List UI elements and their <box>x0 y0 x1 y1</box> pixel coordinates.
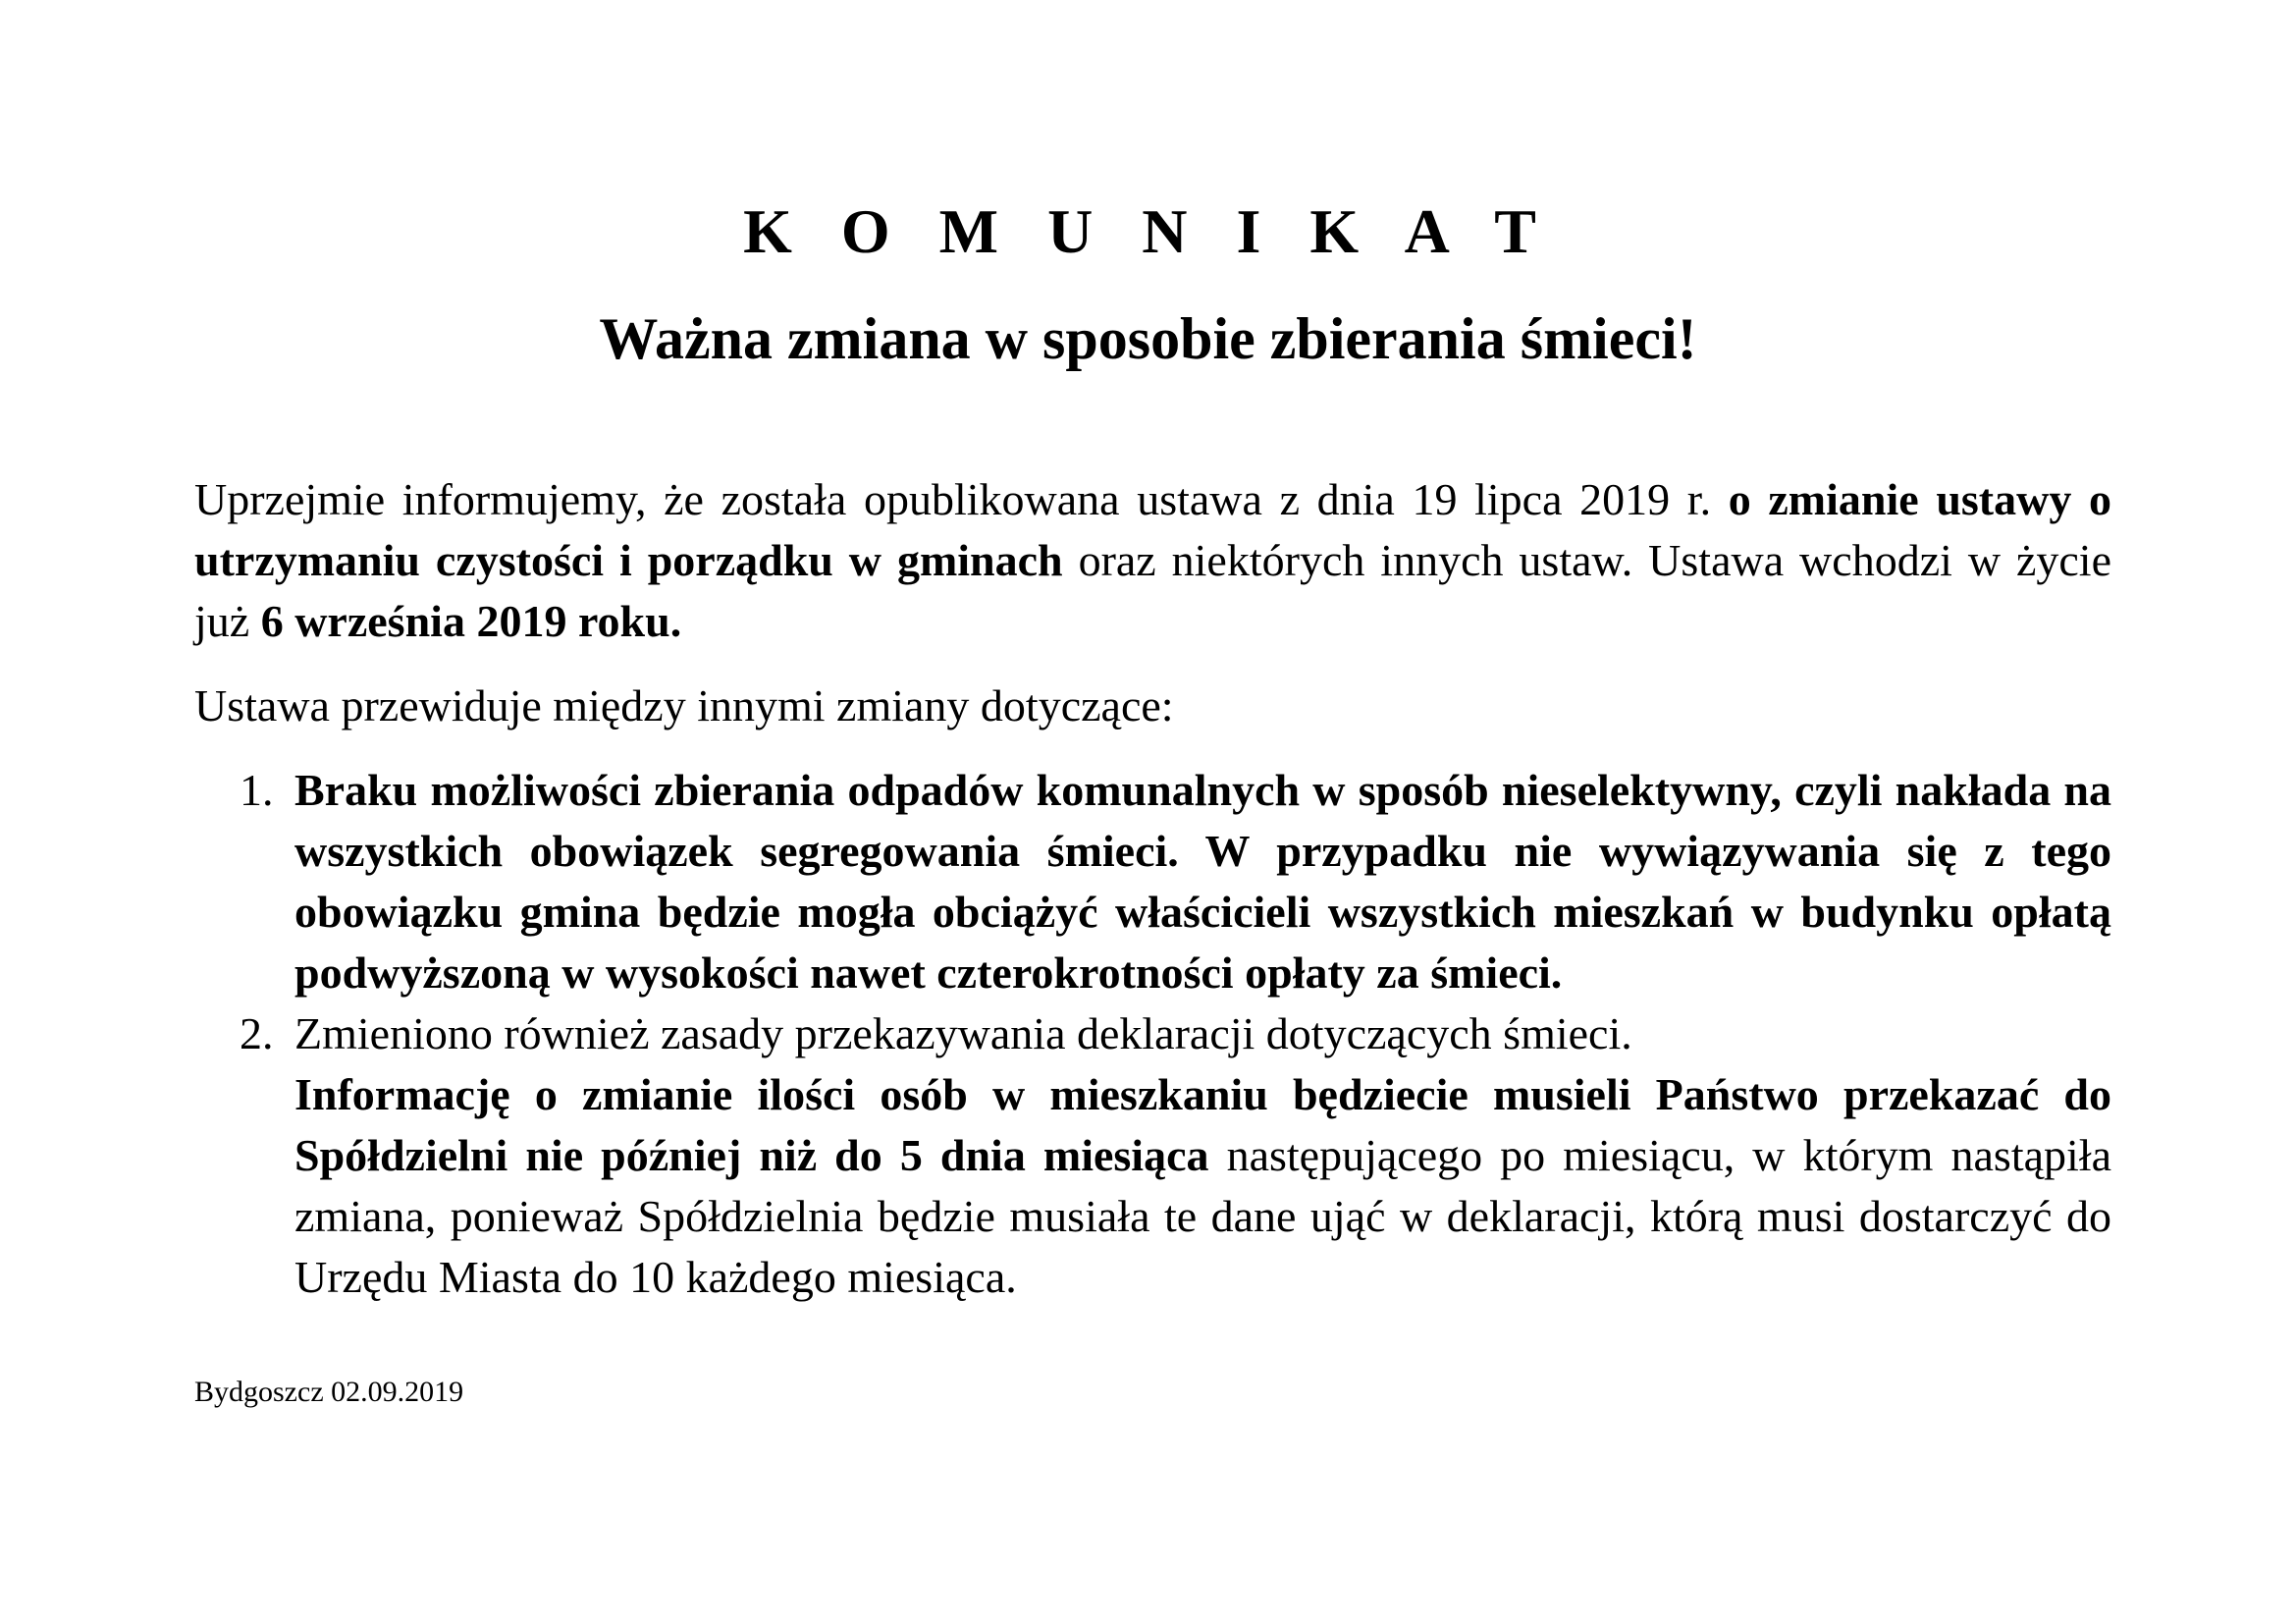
list-item-number: 1. <box>240 765 274 815</box>
place-date: Bydgoszcz 02.09.2019 <box>194 1376 464 1408</box>
lead-paragraph: Ustawa przewiduje między innymi zmiany dotyczące: <box>194 680 1174 730</box>
document-title: K O M U N I K A T <box>743 196 1553 266</box>
list-item-detail <box>294 1064 2111 1308</box>
list-item-first-line: Zmieniono również zasady przekazywania deklaracji dotyczących śmieci. <box>294 1008 1632 1058</box>
list-item-text: Braku możliwości zbierania odpadów komunalnych w sposób nieselektywny, czyli nakłada na wszystkich obowiązek segregowania śmieci. W przypadku nie wywiązywania się z tego obowiązku gmina będzie mogła obciążyć właścicieli wszystkich mieszkań w budynku opłatą podwyższoną w wysokości nawet czterokrotności opłaty za śmieci. <box>294 765 2111 998</box>
document-subtitle: Ważna zmiana w sposobie zbierania śmieci! <box>599 306 1697 371</box>
list-item <box>240 1003 2112 1308</box>
list-item-detail-rest: następującego po miesiącu, w którym nastąpiła zmiana, ponieważ Spółdzielnia będzie musiała te dane ująć w deklaracji, którą musi dostarczyć do Urzędu Miasta do 10 każdego miesiąca. <box>294 1130 2112 1302</box>
intro-text-2: oraz niektórych innych ustaw. Ustawa wchodzi w życie już <box>194 535 2111 646</box>
list-item <box>240 760 2111 1003</box>
document-body <box>194 469 2111 1308</box>
list-item-detail-bold: Informację o zmianie ilości osób w mieszkaniu będziecie musieli Państwo przekazać do Spółdzielni nie później niż do 5 dnia miesiąca <box>294 1069 2111 1180</box>
changes-list <box>194 760 2111 1308</box>
intro-text-1: Uprzejmie informujemy, że została opublikowana ustawa z dnia 19 lipca 2019 r. <box>194 474 1729 524</box>
intro-effective-date: 6 września 2019 roku. <box>260 596 682 646</box>
intro-law-name: o zmianie ustawy o utrzymaniu czystości i porządku w gminach <box>194 474 2111 585</box>
intro-paragraph <box>194 469 2111 652</box>
list-item-number: 2. <box>240 1008 274 1058</box>
